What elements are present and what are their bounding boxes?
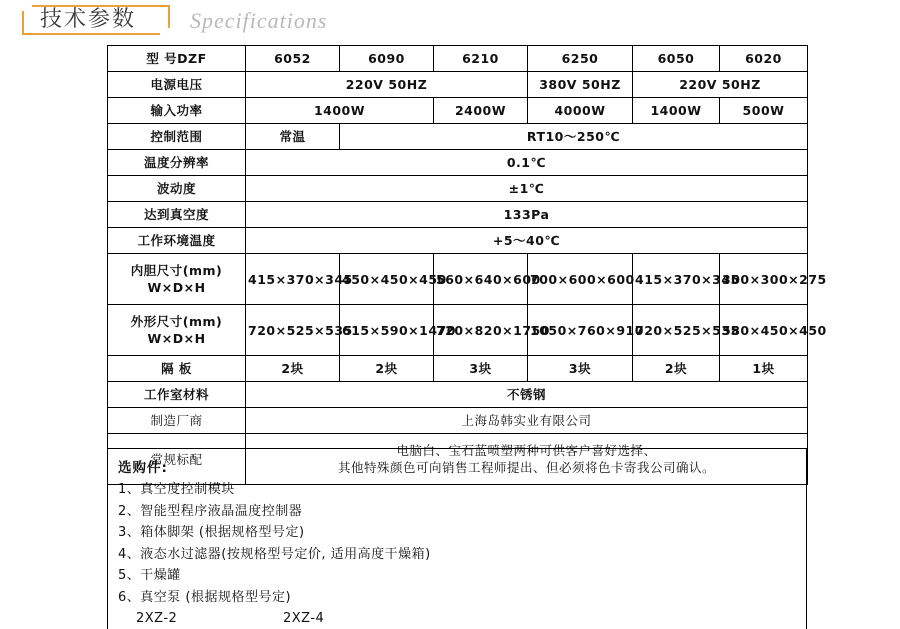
manufacturer-value: 上海岛韩实业有限公司 bbox=[246, 408, 808, 434]
option-item-2: 2、智能型程序液晶温度控制器 bbox=[118, 503, 303, 519]
power-value-2400w: 2400W bbox=[434, 98, 528, 124]
shelves-6090: 2块 bbox=[340, 356, 434, 382]
outer-size-6052: 720×525×535 bbox=[246, 305, 340, 356]
model-6052: 6052 bbox=[246, 46, 340, 72]
table-row bbox=[108, 408, 808, 434]
inner-size-6250: 700×600×600 bbox=[528, 254, 633, 305]
outer-size-label-line1: 外形尺寸(mm) bbox=[130, 314, 223, 329]
row-label-resolution: 温度分辨率 bbox=[108, 150, 246, 176]
outer-size-6090: 615×590×1470 bbox=[340, 305, 434, 356]
table-row bbox=[108, 72, 808, 98]
power-value-500w: 500W bbox=[720, 98, 808, 124]
inner-size-6090: 450×450×450 bbox=[340, 254, 434, 305]
voltage-value-3: 220V 50HZ bbox=[633, 72, 808, 98]
option-item-6: 6、真空泵 (根据规格型号定) bbox=[118, 589, 292, 605]
voltage-value-2: 380V 50HZ bbox=[528, 72, 633, 98]
row-label-chamber-material: 工作室材料 bbox=[108, 382, 246, 408]
outer-size-6020: 580×450×450 bbox=[720, 305, 808, 356]
optional-accessories-title: 选购件: bbox=[118, 460, 168, 476]
table-row bbox=[108, 176, 808, 202]
table-row bbox=[108, 98, 808, 124]
row-label-outer-size bbox=[108, 305, 246, 356]
standard-config-line2: 其他特殊颜色可向销售工程师提出、但必须将色卡寄我公司确认。 bbox=[337, 460, 715, 475]
row-label-vacuum: 达到真空度 bbox=[108, 202, 246, 228]
power-value-4000w: 4000W bbox=[528, 98, 633, 124]
inner-size-label-line2: W×D×H bbox=[147, 280, 206, 295]
table-row bbox=[108, 305, 808, 356]
option-item-3: 3、箱体脚架 (根据规格型号定) bbox=[118, 525, 305, 540]
model-6090: 6090 bbox=[340, 46, 434, 72]
header-badge-notch-left bbox=[22, 3, 32, 11]
table-row bbox=[108, 46, 808, 72]
model-6050: 6050 bbox=[633, 46, 720, 72]
outer-size-6210: 720×820×1750 bbox=[434, 305, 528, 356]
shelves-6020: 1块 bbox=[720, 356, 808, 382]
page-title-cn: 技术参数 bbox=[40, 7, 137, 32]
page-header bbox=[0, 0, 900, 40]
table-row bbox=[108, 382, 808, 408]
fluctuation-value: ±1℃ bbox=[246, 176, 808, 202]
row-label-control-range: 控制范围 bbox=[108, 124, 246, 150]
table-row bbox=[108, 228, 808, 254]
voltage-value-1: 220V 50HZ bbox=[246, 72, 528, 98]
row-label-ambient-temp: 工作环境温度 bbox=[108, 228, 246, 254]
specifications-table-wrapper bbox=[107, 45, 827, 485]
standard-config-line1: 电脑白、宝石蓝喷塑两种可供客户喜好选择、 bbox=[396, 443, 657, 458]
inner-size-6020: 300×300×275 bbox=[720, 254, 808, 305]
pump-model-2xz-4: 2XZ-4 bbox=[283, 611, 325, 626]
option-item-4: 4、液态水过滤器(按规格型号定价, 适用高度干燥箱) bbox=[118, 546, 431, 562]
table-row bbox=[108, 150, 808, 176]
option-item-1: 1、真空度控制模块 bbox=[118, 482, 235, 497]
specifications-table bbox=[107, 45, 827, 485]
model-6210: 6210 bbox=[434, 46, 528, 72]
row-label-inner-size bbox=[108, 254, 246, 305]
pump-model-row bbox=[118, 608, 806, 629]
vacuum-value: 133Pa bbox=[246, 202, 808, 228]
shelves-6050: 2块 bbox=[633, 356, 720, 382]
optional-accessories-box bbox=[107, 448, 807, 629]
ambient-temp-value: +5～40℃ bbox=[246, 228, 808, 254]
row-label-shelves: 隔 板 bbox=[108, 356, 246, 382]
table-row bbox=[108, 254, 808, 305]
row-label-fluctuation: 波动度 bbox=[108, 176, 246, 202]
row-label-model: 型 号DZF bbox=[108, 46, 246, 72]
pump-model-2xz-2: 2XZ-2 bbox=[136, 611, 178, 626]
shelves-6250: 3块 bbox=[528, 356, 633, 382]
row-label-manufacturer: 制造厂商 bbox=[108, 408, 246, 434]
power-value-1400w-a: 1400W bbox=[246, 98, 434, 124]
control-ambient: 常温 bbox=[246, 124, 340, 150]
inner-size-label-line1: 内胆尺寸(mm) bbox=[130, 263, 223, 278]
power-value-1400w-b: 1400W bbox=[633, 98, 720, 124]
table-row bbox=[108, 202, 808, 228]
model-6020: 6020 bbox=[720, 46, 808, 72]
table-row bbox=[108, 356, 808, 382]
model-6250: 6250 bbox=[528, 46, 633, 72]
shelves-6052: 2块 bbox=[246, 356, 340, 382]
outer-size-label-line2: W×D×H bbox=[147, 331, 206, 346]
resolution-value: 0.1℃ bbox=[246, 150, 808, 176]
page-title-en: Specifications bbox=[190, 8, 328, 33]
inner-size-6052: 415×370×345 bbox=[246, 254, 340, 305]
shelves-6210: 3块 bbox=[434, 356, 528, 382]
outer-size-6050: 720×525×535 bbox=[633, 305, 720, 356]
row-label-standard-config: 常规标配 bbox=[108, 434, 246, 485]
option-item-5: 5、干燥罐 bbox=[118, 568, 181, 583]
control-range-value: RT10～250℃ bbox=[340, 124, 808, 150]
chamber-material-value: 不锈钢 bbox=[246, 382, 808, 408]
outer-size-6250: 1050×760×910 bbox=[528, 305, 633, 356]
row-label-voltage: 电源电压 bbox=[108, 72, 246, 98]
inner-size-6210: 560×640×600 bbox=[434, 254, 528, 305]
table-row bbox=[108, 124, 808, 150]
row-label-power: 输入功率 bbox=[108, 98, 246, 124]
header-badge-notch-right bbox=[160, 28, 172, 37]
inner-size-6050: 415×370×345 bbox=[633, 254, 720, 305]
